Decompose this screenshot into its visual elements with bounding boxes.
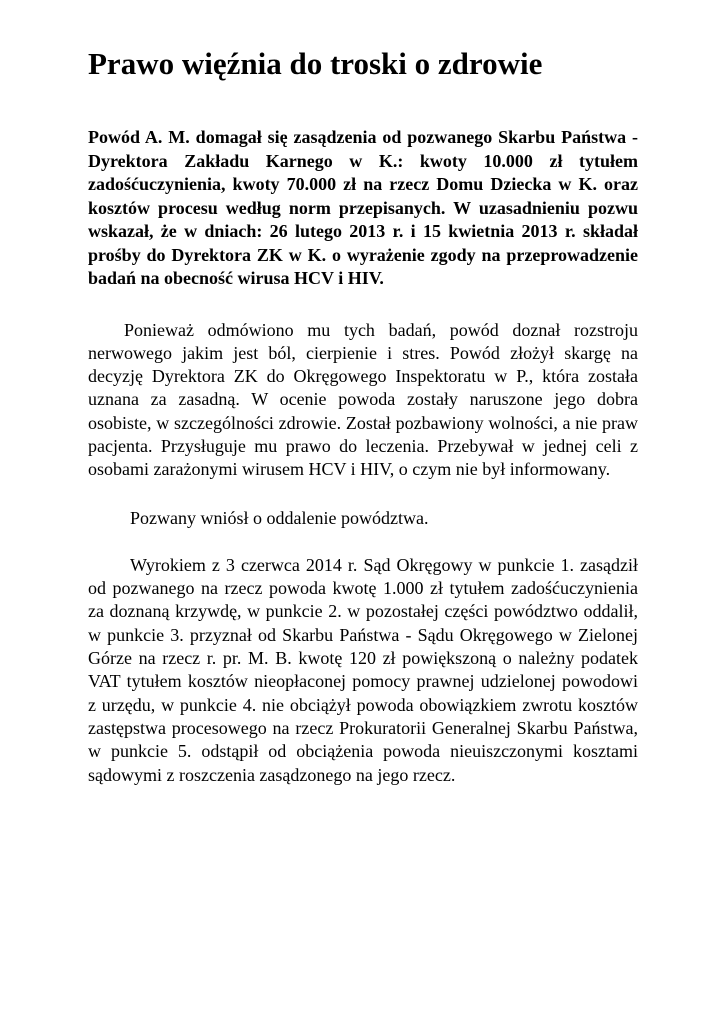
- document-title: Prawo więźnia do troski o zdrowie: [88, 46, 543, 81]
- lead-paragraph: Powód A. M. domagał się zasądzenia od pozwanego Skarbu Państwa - Dyrektora Zakładu Karnego w K.: kwoty 10.000 zł tytułem zadośćuczynienia, kwoty 70.000 zł na rzecz Domu Dziecka w K. oraz kosztów procesu według norm przepisanych. W uzasadnieniu pozwu wskazał, że w dniach: 26 lutego 2013 r. i 15 kwietnia 2013 r. składał prośby do Dyrektora ZK w K. o wyrażenie zgody na przeprowadzenie badań na obecność wirusa HCV i HIV.: [88, 127, 638, 288]
- document-page: [88, 42, 638, 787]
- body-paragraph-2: Pozwany wniósł o oddalenie powództwa.: [130, 507, 429, 528]
- body-paragraph-3: Wyrokiem z 3 czerwca 2014 r. Sąd Okręgowy w punkcie 1. zasądził od pozwanego na rzecz powoda kwotę 1.000 zł tytułem zadośćuczynienia za doznaną krzywdę, w punkcie 2. w pozostałej części powództwo oddalił, w punkcie 3. przyznał od Skarbu Państwa - Sądu Okręgowego w Zielonej Górze na rzecz r. pr. M. B. kwotę 120 zł powiększoną o należny podatek VAT tytułem kosztów nieopłaconej pomocy prawnej udzielonej powodowi z urzędu, w punkcie 4. nie obciążył powoda obowiązkiem zwrotu kosztów zastępstwa procesowego na rzecz Prokuratorii Generalnej Skarbu Państwa, w punkcie 5. odstąpił od obciążenia powoda nieuiszczonymi kosztami sądowymi z roszczenia zasądzonego na jego rzecz.: [88, 554, 638, 785]
- body-paragraph-1: Ponieważ odmówiono mu tych badań, powód doznał rozstroju nerwowego jakim jest ból, cierpienie i stres. Powód złożył skargę na decyzję Dyrektora ZK do Okręgowego Inspektoratu w P., która została uznana za zasadną. W ocenie powoda zostały naruszone jego dobra osobiste, w szczególności zdrowie. Został pozbawiony wolności, a nie praw pacjenta. Przysługuje mu prawo do leczenia. Przebywał w jednej celi z osobami zarażonymi wirusem HCV i HIV, o czym nie był informowany.: [88, 319, 638, 480]
